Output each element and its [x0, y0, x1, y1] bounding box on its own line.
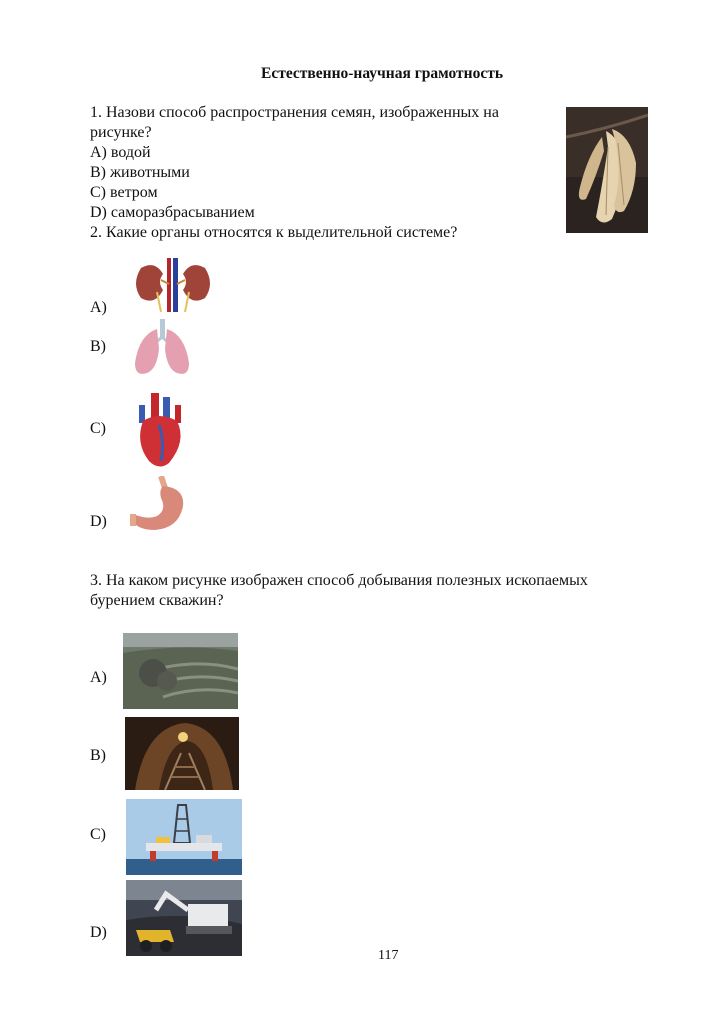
q1-option-b: B) животными	[90, 164, 190, 181]
kidneys-image	[131, 258, 215, 312]
q3-option-d: D)	[90, 924, 107, 941]
q3-text-line1: 3. На каком рисунке изображен способ добывания полезных ископаемых	[90, 572, 588, 589]
heart-image	[129, 391, 191, 471]
page-title: Естественно-научная грамотность	[261, 65, 504, 82]
lungs-image	[131, 319, 193, 379]
stomach-image	[127, 476, 193, 536]
maple-seeds-image	[566, 107, 648, 233]
open-pit-mine-image	[123, 633, 238, 709]
q1-option-c: C) ветром	[90, 184, 158, 201]
drilling-rig-image	[126, 799, 242, 875]
page-number: 117	[378, 948, 399, 963]
q3-option-b: B)	[90, 747, 106, 764]
q2-option-b: B)	[90, 338, 106, 355]
q1-text-line2: рисунке?	[90, 124, 152, 141]
q2-option-d: D)	[90, 513, 107, 530]
q2-option-a: A)	[90, 299, 107, 316]
q2-option-c: C)	[90, 420, 106, 437]
excavator-image	[126, 880, 242, 956]
q2-text: 2. Какие органы относятся к выделительной системе?	[90, 224, 458, 241]
q3-option-a: A)	[90, 669, 107, 686]
q3-option-c: C)	[90, 826, 106, 843]
q3-text-line2: бурением скважин?	[90, 592, 224, 609]
q1-text-line1: 1. Назови способ распространения семян, изображенных на	[90, 104, 499, 121]
underground-mine-image	[125, 717, 239, 790]
q1-option-d: D) саморазбрасыванием	[90, 204, 255, 221]
q1-option-a: A) водой	[90, 144, 151, 161]
